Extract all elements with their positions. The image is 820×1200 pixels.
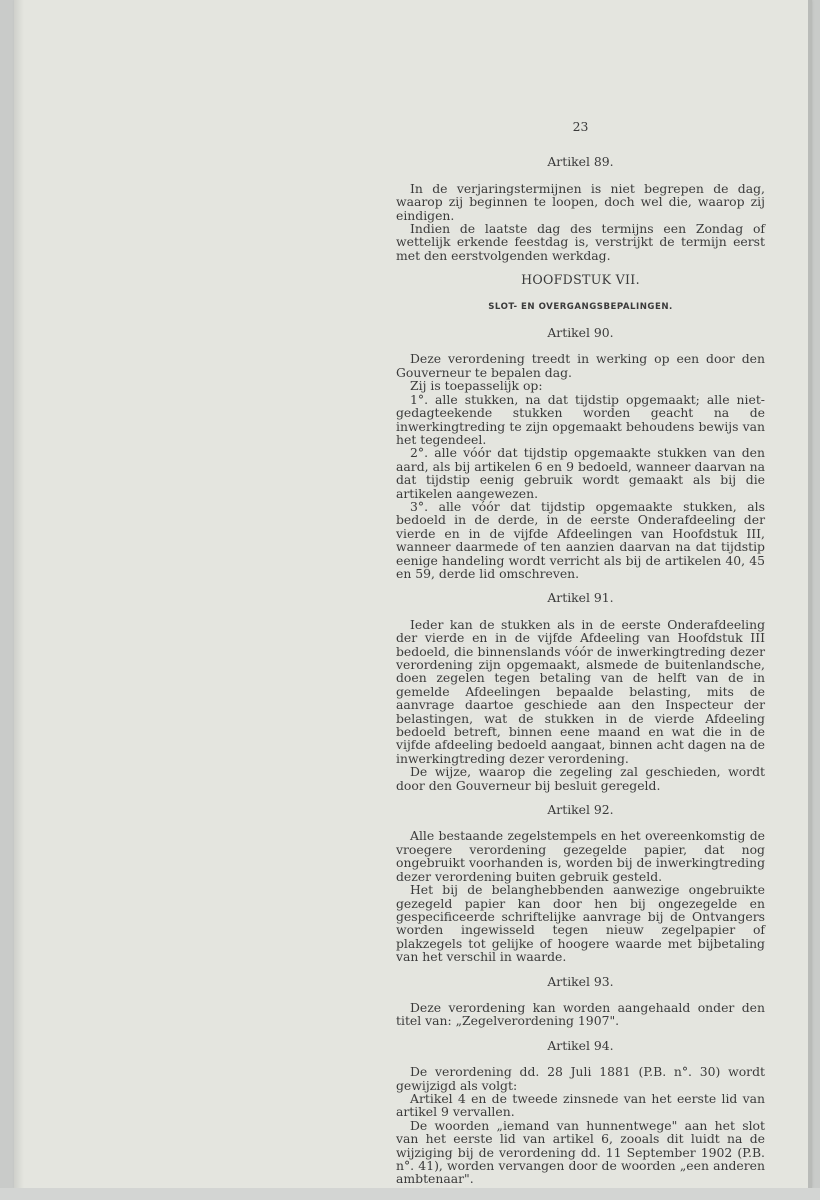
- article-93-title: Artikel 93.: [547, 973, 614, 989]
- article-94-paragraph-3: De woorden „iemand van hunnentwege" aan het slot van het eerste lid van artikel 6, zooals dit luidt na de wijziging bij de verordening dd. 11 September 1902 (P.B. n°. 41), worden vervangen door de woorden „een anderen ambtenaar".: [396, 1117, 765, 1187]
- article-92-body: [396, 829, 765, 963]
- chapter-subtitle: SLOT- EN OVERGANGSBEPALINGEN.: [488, 301, 673, 312]
- article-89-paragraph-1: In de verjaringstermijnen is niet begrepen de dag, waarop zij beginnen te loopen, doch wel die, waarop zij eindigen.: [396, 180, 765, 223]
- article-94-paragraph-2: Artikel 4 en de tweede zinsnede van het eerste lid van artikel 9 vervallen.: [396, 1090, 765, 1120]
- article-93-paragraph-1: Deze verordening kan worden aangehaald onder den titel van: „Zegelverordening 1907".: [396, 999, 765, 1029]
- article-90-paragraph-5: 3°. alle vóór dat tijdstip opgemaakte stukken, als bedoeld in de derde, in de eerste Onderafdeeling der vierde en in de vijfde Afdeelingen van Hoofdstuk III, wanneer daarmede of ten aanzien daarvan na dat tijdstip eenige handeling wordt verricht als bij de artikelen 40, 45 en 59, derde lid omschreven.: [396, 498, 765, 581]
- article-90-paragraph-2: Zij is toepasselijk op:: [410, 378, 543, 394]
- article-93-body: [396, 1001, 765, 1028]
- article-91-paragraph-2: De wijze, waarop die zegeling zal geschieden, wordt door den Gouverneur bij besluit geregeld.: [396, 764, 765, 793]
- article-89-title: Artikel 89.: [547, 154, 614, 170]
- article-90-paragraph-3: 1°. alle stukken, na dat tijdstip opgemaakt; alle niet- gedagteekende stukken worden geacht na de inwerkingtreding te zijn opgemaakt behoudens bewijs van het tegendeel.: [396, 391, 765, 447]
- scan-edge: [808, 0, 812, 1188]
- article-90-title: Artikel 90.: [547, 325, 614, 341]
- article-94-paragraph-1: De verordening dd. 28 Juli 1881 (P.B. n°. 30) wordt gewijzigd als volgt:: [396, 1064, 765, 1093]
- article-92-paragraph-1: Alle bestaande zegelstempels en het overeenkomstig de vroegere verordening gezegelde papier, dat nog ongebruikt voorhanden is, worden bij de inwerkingtreding dezer verordening buiten gebruik gesteld.: [396, 828, 765, 884]
- article-89-body: [396, 182, 765, 262]
- article-91-title: Artikel 91.: [547, 590, 614, 606]
- article-94-title: Artikel 94.: [547, 1037, 614, 1053]
- article-91-paragraph-1: Ieder kan de stukken als in de eerste Onderafdeeling der vierde en in de vijfde Afdeeling van Hoofdstuk III bedoeld, die binnenslands vóór de inwerkingtreding dezer verordening zijn opgemaakt, alsmede de buitenlandsche, doen zegelen tegen betaling van de helft van de in gemelde Afdeelingen bepaalde belasting, mits de aanvrage daartoe geschiede aan den Inspecteur der belastingen, wat de stukken in de vierde Afdeeling bedoeld betreft, binnen eene maand en wat die in de vijfde afdeeling bedoeld aangaat, binnen acht dagen na de inwerkingtreding dezer verordening.: [396, 616, 765, 766]
- article-94-body: [396, 1065, 765, 1186]
- article-89-paragraph-2: Indien de laatste dag des termijns een Zondag of wettelijk erkende feestdag is, verstrijkt de termijn eerst met den eerstvolgenden werkdag.: [396, 221, 765, 263]
- article-92-paragraph-2: Het bij de belanghebbenden aanwezige ongebruikte gezegeld papier kan door hen bij ongezegelde en gespecificeerde schriftelijke aanvrage bij de Ontvangers worden ingewisseld tegen nieuw zegelpapier of plakzegels tot gelijke of hoogere waarde met bijbetaling van het verschil in waarde.: [396, 882, 765, 965]
- article-92-title: Artikel 92.: [547, 802, 614, 818]
- page-number: 23: [572, 119, 589, 134]
- article-91-body: [396, 618, 765, 792]
- article-90-paragraph-4: 2°. alle vóór dat tijdstip opgemaakte stukken van den aard, als bij artikelen 6 en 9 bedoeld, wanneer daarvan na dat tijdstip eenig gebruik wordt gemaakt als bij die artikelen aangewezen.: [396, 445, 765, 501]
- page-fold-shadow: [14, 0, 24, 1188]
- article-90-body: [396, 352, 765, 580]
- chapter-title: HOOFDSTUK VII.: [521, 272, 640, 288]
- page-content: [396, 120, 765, 1197]
- article-90-paragraph-1: Deze verordening treedt in werking op een door den Gouverneur te bepalen dag.: [396, 351, 765, 380]
